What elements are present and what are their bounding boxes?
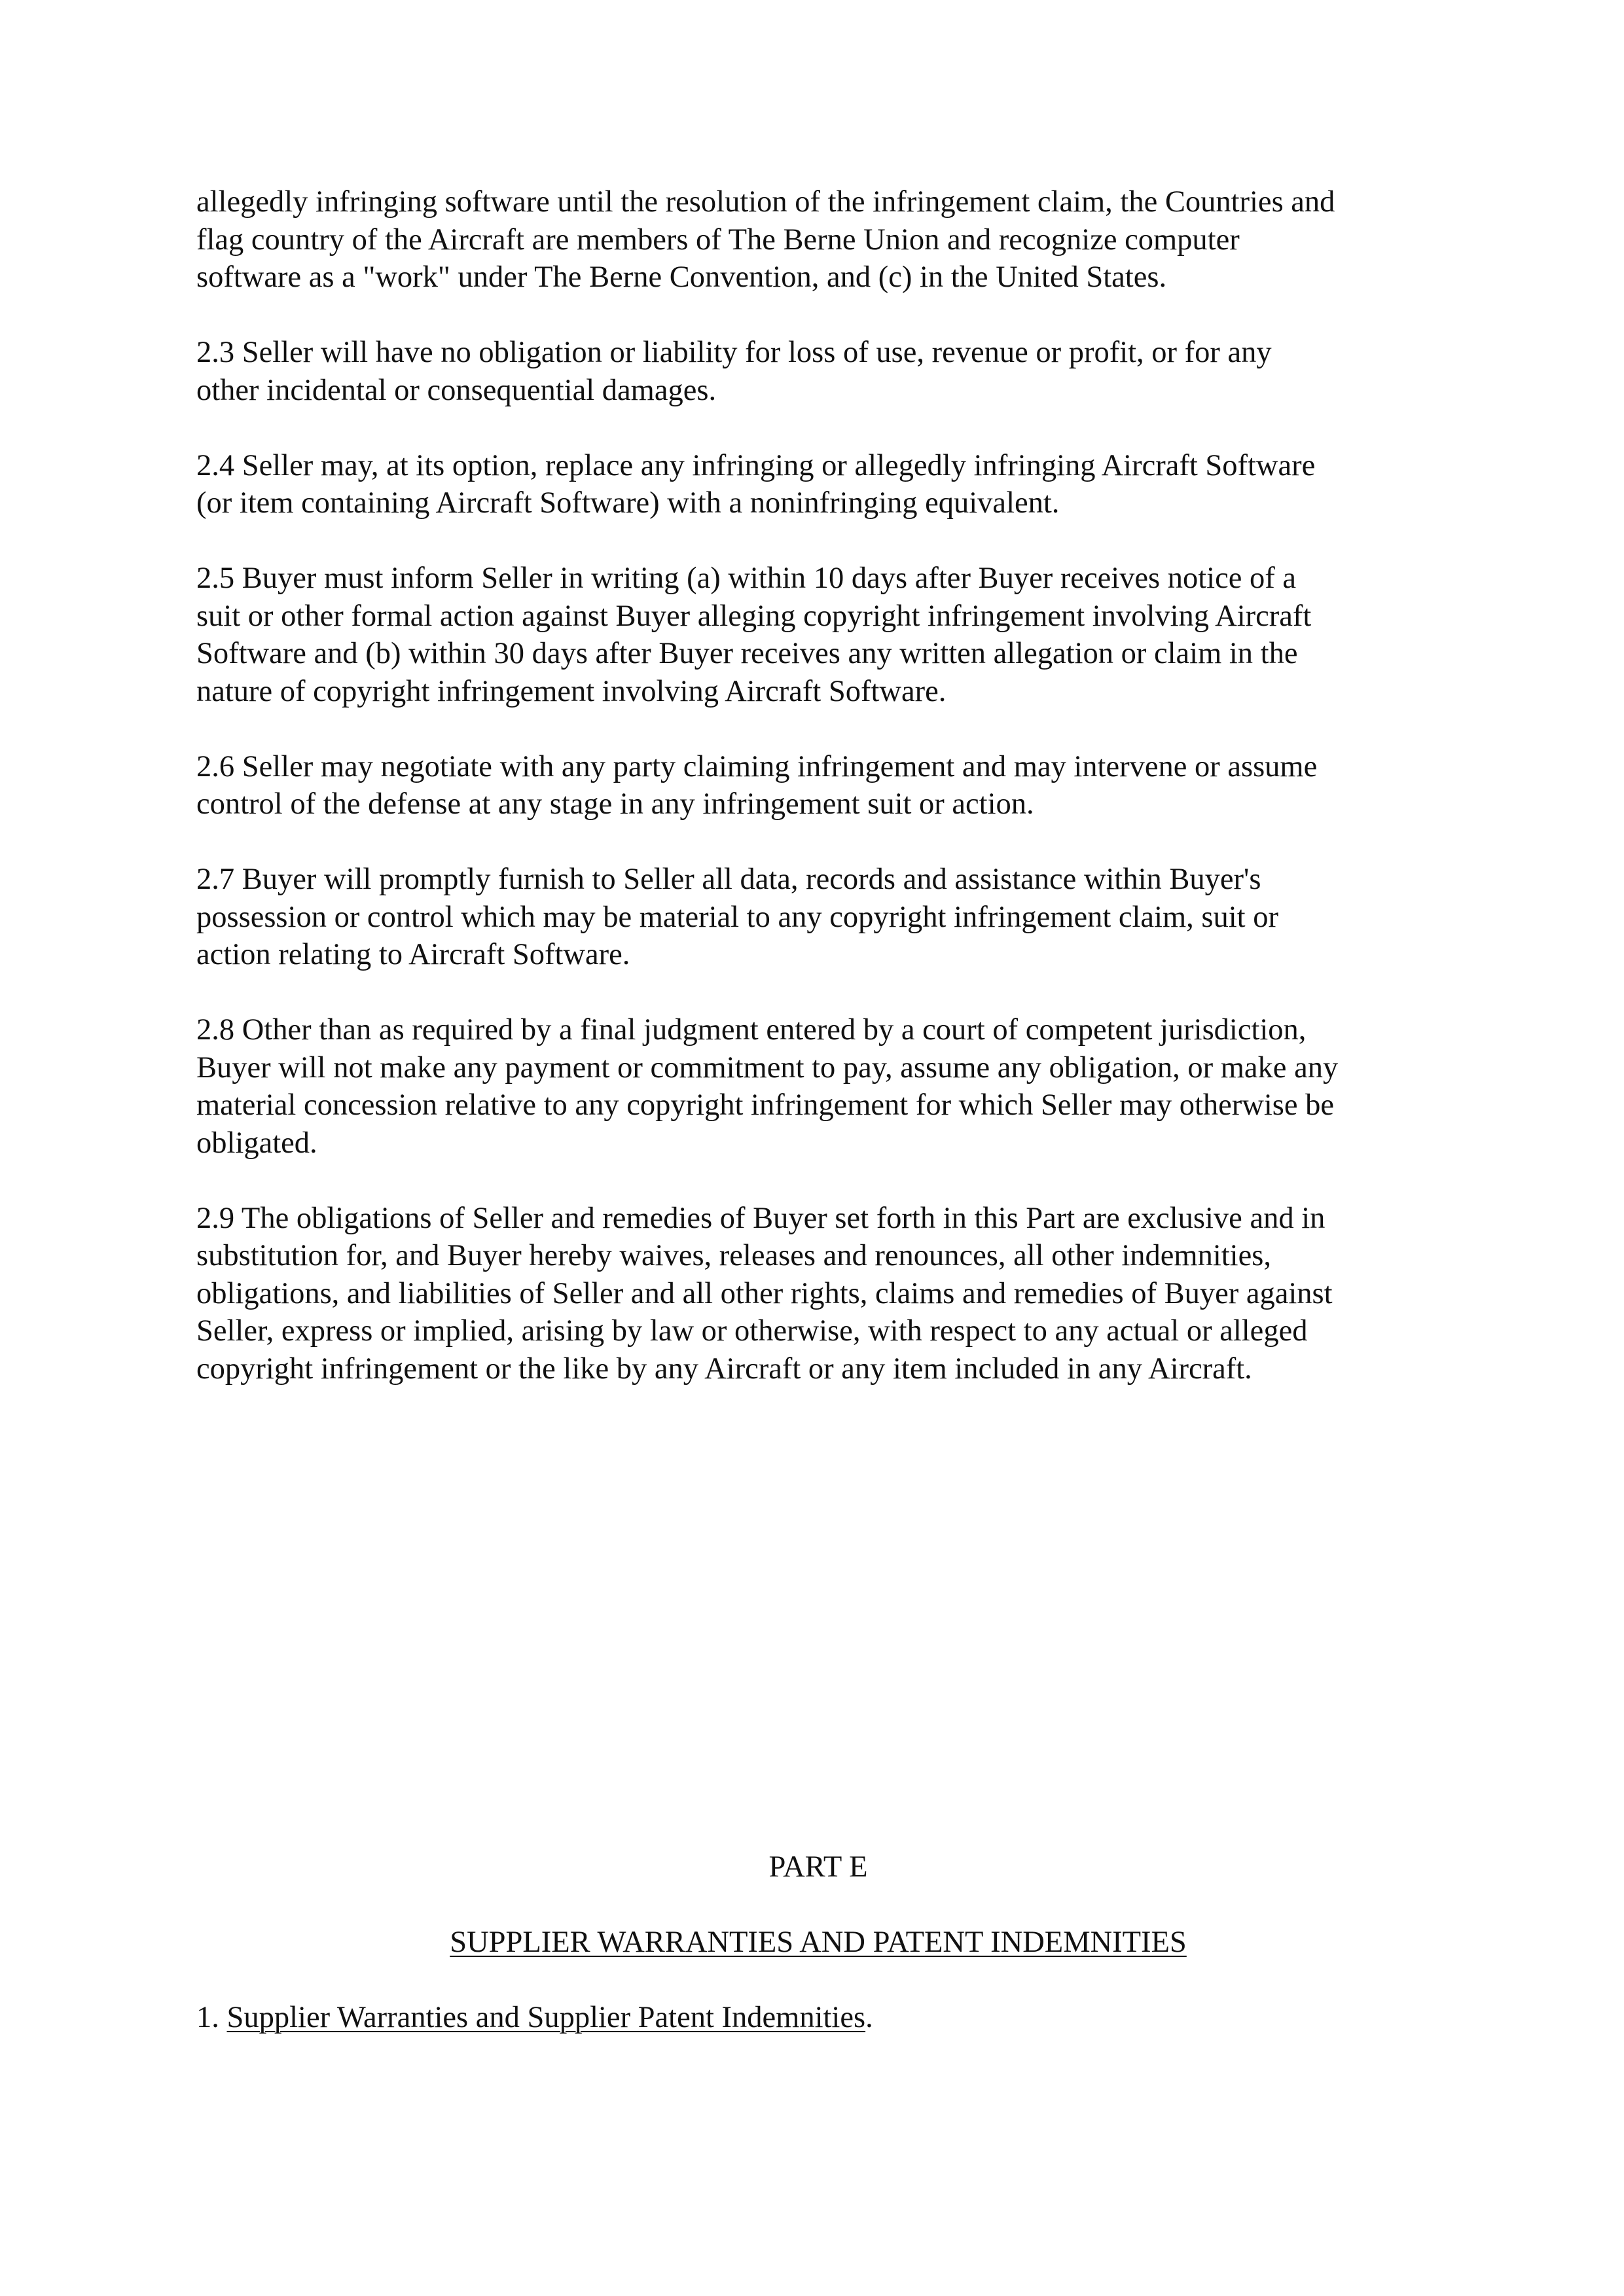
part-subtitle-text: SUPPLIER WARRANTIES AND PATENT INDEMNITIES [450, 1926, 1187, 1959]
paragraph-2-3 [196, 334, 1440, 409]
text-line: possession or control which may be material to any copyright infringement claim, suit or [196, 900, 1278, 934]
section-trailing-punctuation: . [865, 2001, 873, 2034]
text-line: obligated. [196, 1126, 317, 1160]
paragraph-2-7 [196, 861, 1440, 974]
text-line: other incidental or consequential damages. [196, 373, 717, 407]
paragraph-2-9 [196, 1200, 1440, 1388]
paragraph-2-8 [196, 1011, 1440, 1162]
part-subtitle [196, 1924, 1440, 1962]
paragraph-continuation [196, 183, 1440, 296]
text-line: material concession relative to any copyright infringement for which Seller may otherwise be [196, 1088, 1335, 1122]
section-number: 1. [196, 2001, 219, 2034]
text-line: obligations, and liabilities of Seller and all other rights, claims and remedies of Buyer against [196, 1276, 1333, 1310]
text-line: control of the defense at any stage in any infringement suit or action. [196, 787, 1034, 821]
paragraph-2-5 [196, 560, 1440, 710]
text-line: 2.8 Other than as required by a final judgment entered by a court of competent jurisdiction, [196, 1013, 1307, 1047]
text-line: flag country of the Aircraft are members of The Berne Union and recognize computer [196, 223, 1240, 257]
text-line: 2.3 Seller will have no obligation or liability for loss of use, revenue or profit, or for any [196, 336, 1272, 369]
text-line: action relating to Aircraft Software. [196, 938, 630, 971]
text-line: 2.9 The obligations of Seller and remedies of Buyer set forth in this Part are exclusive and in [196, 1201, 1326, 1235]
text-line: copyright infringement or the like by any Aircraft or any item included in any Aircraft. [196, 1352, 1252, 1386]
text-line: Seller, express or implied, arising by law or otherwise, with respect to any actual or alleged [196, 1314, 1308, 1348]
text-line: suit or other formal action against Buyer alleging copyright infringement involving Aircraft [196, 599, 1312, 633]
text-line: nature of copyright infringement involving Aircraft Software. [196, 674, 947, 708]
text-line: allegedly infringing software until the resolution of the infringement claim, the Countries and [196, 185, 1335, 219]
part-title-text: PART E [768, 1850, 868, 1884]
part-title [196, 1848, 1440, 1886]
paragraph-2-4 [196, 447, 1440, 522]
text-line: 2.7 Buyer will promptly furnish to Seller all data, records and assistance within Buyer's [196, 863, 1261, 896]
text-line: (or item containing Aircraft Software) with a noninfringing equivalent. [196, 486, 1060, 520]
text-line: Buyer will not make any payment or commitment to pay, assume any obligation, or make any [196, 1050, 1339, 1085]
text-line: 2.6 Seller may negotiate with any party claiming infringement and may intervene or assume [196, 749, 1318, 783]
section-heading [196, 1999, 1440, 2037]
text-line: substitution for, and Buyer hereby waives, releases and renounces, all other indemnities, [196, 1239, 1271, 1272]
text-line: Software and (b) within 30 days after Buyer receives any written allegation or claim in the [196, 637, 1298, 670]
text-line: software as a "work" under The Berne Convention, and (c) in the United States. [196, 260, 1167, 294]
paragraph-2-6 [196, 748, 1440, 823]
text-line: 2.4 Seller may, at its option, replace any infringing or allegedly infringing Aircraft Software [196, 448, 1316, 482]
section-title: Supplier Warranties and Supplier Patent Indemnities [226, 2001, 866, 2034]
text-line: 2.5 Buyer must inform Seller in writing (a) within 10 days after Buyer receives notice of a [196, 562, 1296, 595]
document-body [196, 183, 1440, 1426]
